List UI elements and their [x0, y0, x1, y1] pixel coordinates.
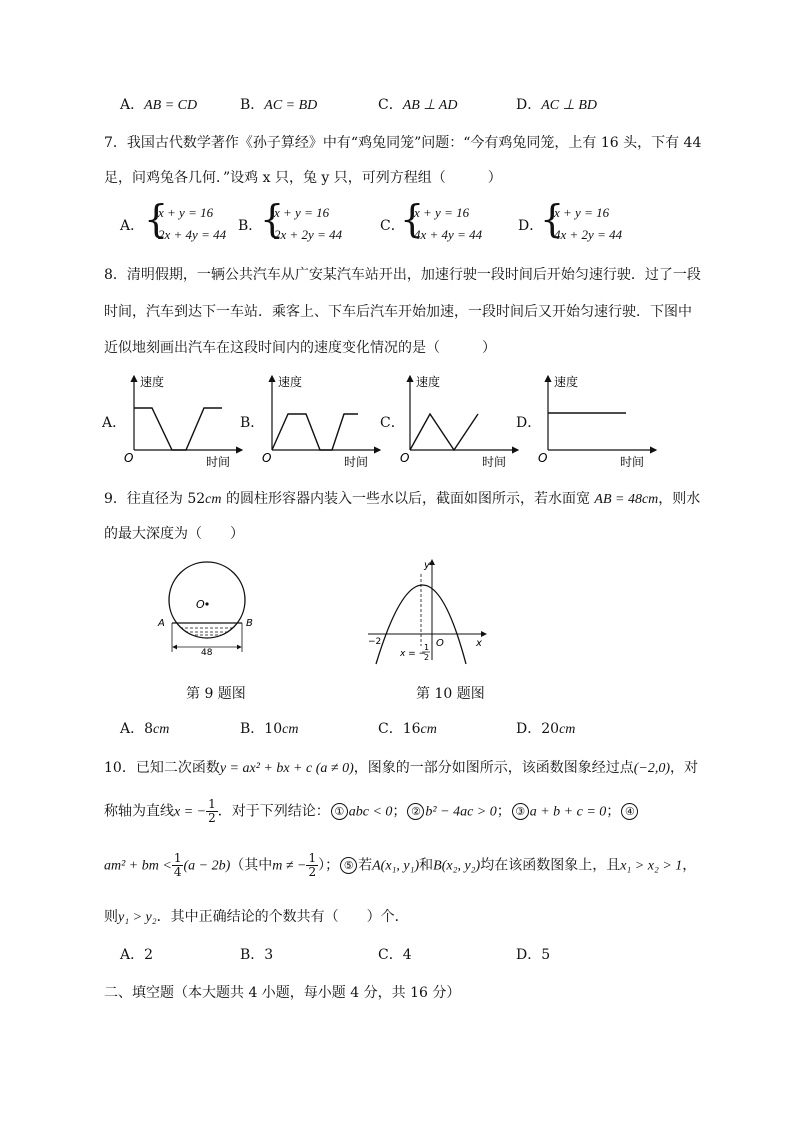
q8-option-d-letter: D． — [516, 415, 542, 431]
q7-option-c-system: x + y = 16 4x + 4y = 44 — [414, 205, 483, 242]
q8-line3: 近似地刻画出汽车在这段时间内的速度变化情况的是（ ） — [104, 340, 496, 356]
q9-line1: 9．往直径为 52cm 的圆柱形容器内装入一些水以后，截面如图所示，若水面宽 AB = 48cm，则水 — [104, 491, 701, 507]
q10-neg2-label: −2 — [368, 637, 382, 647]
q10-option-a: A．2 — [120, 947, 154, 963]
q10-option-d: D．5 — [516, 947, 551, 963]
q8-graph-d-ylabel: 速度 — [554, 375, 579, 389]
q8-option-b-letter: B． — [240, 415, 265, 431]
q7-option-b-letter: B． — [238, 218, 263, 234]
q9-point-a: A — [158, 618, 165, 629]
q9-figure — [150, 556, 270, 660]
q10-line4: 则y₁ > y₂．其中正确结论的个数共有（ ）个． — [104, 909, 409, 925]
q8-graph-c-ylabel: 速度 — [416, 375, 441, 389]
q8-graph-d-xlabel: 时间 — [620, 455, 645, 469]
q7-option-a-system: x + y = 16 2x + 4y = 44 — [158, 205, 227, 242]
q9-options — [120, 718, 720, 740]
q10-line3: am² + bm < $\frac{1}{4}$ (a − 2b)（其中m ≠ − $\frac{1}{2}$ ）； ⑤ 若A(x₁, y₁)和B(x₂, y₂)均在该函数图象上，且x₁ > x₂ > 1， — [104, 851, 697, 879]
q10-m-half-fraction: $\frac{1}{2}$ — [308, 851, 317, 879]
q10-figure — [362, 556, 492, 666]
q10-half-fraction: $\frac{1}{2}$ — [208, 797, 216, 825]
q7-option-b-system: x + y = 16 2x + 2y = 44 — [274, 205, 343, 242]
q10-option-c: C．4 — [378, 947, 412, 963]
q7-option-c-brace: { — [400, 197, 425, 241]
q6-option-b: B．AC = BD — [240, 97, 318, 113]
q9-center-dot — [205, 602, 208, 605]
q8-line1: 8．清明假期，一辆公共汽车从广安某汽车站开出，加速行驶一段时间后开始匀速行驶．过了一段 — [104, 267, 701, 283]
q8-option-a-letter: A． — [102, 415, 127, 431]
q8-graph-c — [396, 370, 526, 470]
q10-line2: 称轴为直线x = − $\frac{1}{2}$ ．对于下列结论： ① abc < 0； ② b² − 4ac > 0； ③ a + b + c = 0； ④ — [104, 798, 639, 825]
q9-line2: 的最大深度为（ ） — [104, 526, 244, 542]
q9-circle — [169, 562, 245, 638]
q10-quarter-fraction: $\frac{1}{4}$ — [173, 851, 182, 879]
q8-graph-b-xlabel: 时间 — [344, 455, 369, 469]
q9-option-b: B．10cm — [240, 721, 299, 737]
q6-option-c: C．AB ⊥ AD — [378, 97, 458, 113]
q7-line1: 7．我国古代数学著作《孙子算经》中有“鸡兔同笼”问题：“今有鸡兔同笼，上有 16 头，下有 44 — [104, 135, 702, 151]
q8-graph-a — [120, 370, 250, 470]
fig9-caption: 第 9 题图 — [186, 686, 246, 702]
q6-options — [120, 94, 720, 116]
q10-options — [120, 944, 720, 966]
q9-option-a: A．8cm — [120, 721, 170, 737]
q8-graph-c-origin: O — [400, 451, 410, 465]
q8-graph-b-origin: O — [262, 451, 272, 465]
q9-water-hatch — [170, 628, 246, 635]
q10-sym-den: 2 — [424, 653, 430, 662]
q9-dim-label: 48 — [201, 648, 213, 658]
q7-option-d-brace: { — [540, 197, 565, 241]
q10-option-b: B．3 — [240, 947, 274, 963]
q7-option-b-brace: { — [260, 197, 285, 241]
q8-graph-b-ylabel: 速度 — [278, 375, 303, 389]
q8-graph-d — [534, 370, 664, 470]
q10-sym-num: 1 — [424, 643, 430, 652]
section-2-heading: 二、填空题（本大题共 4 小题，每小题 4 分，共 16 分） — [104, 985, 461, 1001]
q8-graph-a-origin: O — [124, 451, 134, 465]
q7-option-c-letter: C． — [380, 218, 405, 234]
q10-line1: 10．已知二次函数y = ax² + bx + c (a ≠ 0)，图象的一部分如图所示，该函数图象经过点(−2,0)，对 — [104, 760, 699, 776]
q8-line2: 时间，汽车到达下一车站．乘客上、下车后汽车开始加速，一段时间后又开始匀速行驶．下图中 — [104, 304, 692, 320]
q8-graph-c-xlabel: 时间 — [482, 455, 507, 469]
fig10-caption: 第 10 题图 — [416, 686, 485, 702]
q10-x-label: x — [476, 638, 482, 649]
q10-sym-label: x = − — [400, 649, 427, 659]
q7-option-d-letter: D． — [518, 218, 544, 234]
q8-graph-a-curve — [134, 408, 222, 450]
q10-origin: O — [436, 638, 444, 649]
q8-graph-a-ylabel: 速度 — [140, 375, 165, 389]
q8-graph-b — [258, 370, 388, 470]
q7-option-d-system: x + y = 16 4x + 2y = 44 — [554, 205, 623, 242]
q7-option-a-letter: A． — [120, 218, 145, 234]
q8-option-c-letter: C． — [380, 415, 405, 431]
q8-graph-d-origin: O — [538, 451, 548, 465]
q9-center-label: O — [196, 598, 205, 611]
q9-option-d: D．20cm — [516, 721, 576, 737]
q9-point-b: B — [246, 618, 253, 629]
q10-y-label: y — [424, 560, 430, 571]
q8-graph-c-curve — [410, 414, 478, 450]
q8-graph-a-xlabel: 时间 — [206, 455, 231, 469]
q7-line2: 足，问鸡兔各几何．”设鸡 x 只，兔 y 只，可列方程组（ ） — [104, 170, 502, 186]
q9-option-c: C．16cm — [378, 721, 437, 737]
q8-graph-b-curve — [272, 414, 358, 450]
q7-option-a-brace: { — [144, 197, 169, 241]
q6-option-d: D．AC ⊥ BD — [516, 97, 597, 113]
q6-option-a: A．AB = CD — [120, 97, 198, 113]
